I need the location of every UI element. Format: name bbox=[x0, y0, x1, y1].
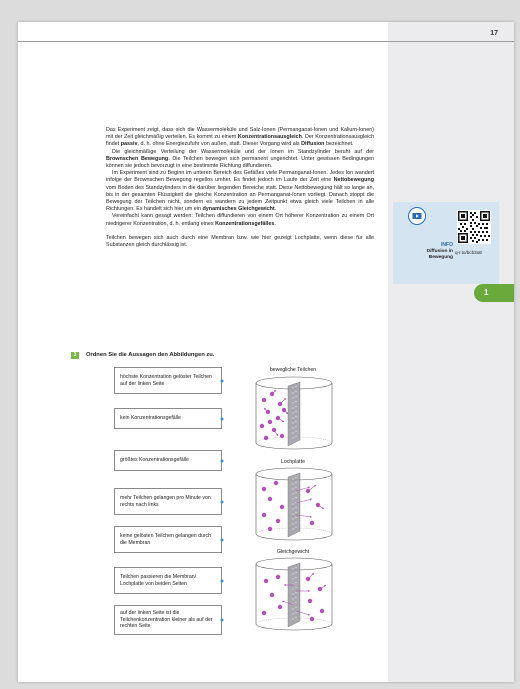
task-number: 3 bbox=[71, 352, 79, 359]
body-text bbox=[106, 127, 374, 249]
bold-term: passiv bbox=[120, 141, 138, 148]
plate-hole bbox=[292, 387, 293, 388]
video-icon[interactable] bbox=[408, 207, 426, 225]
statement-box-3[interactable] bbox=[114, 450, 222, 471]
statement-box-6[interactable] bbox=[114, 567, 222, 594]
statement-text: mehr Teilchen gelangen pro Minute von rechts nach links bbox=[120, 495, 211, 508]
plate-hole bbox=[292, 568, 293, 569]
plate-hole bbox=[295, 391, 296, 392]
plate-hole bbox=[292, 598, 293, 599]
paragraph bbox=[106, 213, 374, 227]
plate-hole bbox=[292, 503, 293, 504]
plate-hole bbox=[292, 573, 293, 574]
statement-box-7[interactable] bbox=[114, 605, 222, 635]
plate-hole bbox=[295, 592, 296, 593]
plate-hole bbox=[292, 493, 293, 494]
statement-box-5[interactable] bbox=[114, 526, 222, 553]
text-run: Teilchen bewegen sich auch durch eine Membran bzw. wie hier gezeigt Lochplatte, wenn diese für alle Substanzen gleich durchlässig ist. bbox=[106, 234, 374, 249]
connector-dot[interactable] bbox=[221, 459, 224, 462]
plate-hole bbox=[292, 528, 293, 529]
qr-short-link[interactable]: q-r.to/bcb3oE bbox=[455, 250, 483, 255]
plate-hole bbox=[292, 422, 293, 423]
statement-text: keine gelösten Teilchen gelangen durch die Membran bbox=[120, 533, 212, 546]
figure-label-1: bewegliche Teilchen bbox=[269, 367, 317, 373]
video-icon-glyph bbox=[409, 208, 425, 224]
bold-term: dynamisches Gleichgewicht bbox=[202, 206, 275, 213]
plate-hole bbox=[292, 478, 293, 479]
figure-label-2: Lochplatte bbox=[281, 459, 305, 465]
bold-term: Konzentrationsgefälles bbox=[215, 220, 275, 227]
plate-hole bbox=[292, 518, 293, 519]
statement-box-2[interactable] bbox=[114, 408, 222, 429]
figure-label-3: Gleichgewicht bbox=[276, 549, 310, 555]
plate-hole bbox=[295, 572, 296, 573]
qr-code-icon[interactable] bbox=[457, 210, 491, 244]
plate-hole bbox=[292, 397, 293, 398]
plate-hole bbox=[292, 523, 293, 524]
plate-hole bbox=[292, 437, 293, 438]
plate-hole bbox=[292, 417, 293, 418]
plate-hole bbox=[292, 513, 293, 514]
plate-hole bbox=[295, 517, 296, 518]
statement-text: größtes Konzentrationsgefälle bbox=[120, 457, 189, 464]
plate-hole bbox=[295, 386, 296, 387]
plate-hole bbox=[295, 411, 296, 412]
text-run: Im Experiment sind zu Beginn im unteren Bereich des Gefäßes viele Permanganat-Ionen. Jedes Ion wandert infolge der Brownschen Bewegung regellos umher. Es findet jedoch im Laufe der Zeit eine bbox=[106, 170, 374, 184]
plate-hole bbox=[295, 577, 296, 578]
statement-box-1[interactable] bbox=[114, 367, 222, 394]
text-run: Die gleichmäßige Verteilung der Wassermoleküle und der Ionen im Standzylinder beruht auf der bbox=[112, 148, 374, 155]
plate-hole bbox=[295, 497, 296, 498]
plate-hole bbox=[295, 492, 296, 493]
connector-dot[interactable] bbox=[221, 379, 224, 382]
text-run: vom Boden des Standzylinders in die darüber liegenden Bereiche statt. Diese Nettobewegung hält so lange an, bis in der gesamten Flüssigkeit die gleiche Konzentration an Permanganat-Ionen vorliegt. Danach stoppt die Bewegung der Teilchen nicht, sondern es wandern zu jedem Zeitpunkt etwa gleich viele Teilchen in alle Richtungen. Es handelt sich hier um ein bbox=[106, 184, 374, 213]
connector-dot[interactable] bbox=[221, 579, 224, 582]
plate-hole bbox=[292, 407, 293, 408]
plate-hole bbox=[295, 612, 296, 613]
plate-hole bbox=[295, 607, 296, 608]
paragraph bbox=[106, 235, 374, 249]
text-run: . Der Konzentrationsausgleich findet bbox=[106, 134, 375, 148]
plate-hole bbox=[292, 427, 293, 428]
plate-hole bbox=[292, 608, 293, 609]
textbook-page bbox=[18, 22, 514, 682]
plate-hole bbox=[295, 406, 296, 407]
plate-hole bbox=[292, 392, 293, 393]
paragraph bbox=[106, 170, 374, 213]
plate-hole bbox=[295, 426, 296, 427]
plate-hole bbox=[295, 431, 296, 432]
plate-hole bbox=[292, 412, 293, 413]
chapter-tab[interactable]: 1 bbox=[474, 284, 514, 302]
plate-hole bbox=[295, 582, 296, 583]
plate-hole bbox=[292, 432, 293, 433]
plate-hole bbox=[292, 578, 293, 579]
plate-hole bbox=[295, 597, 296, 598]
text-run: , d. h. ohne Energiezufuhr von außen, statt. Dieser Vorgang wird als bbox=[137, 141, 302, 148]
header-rule bbox=[18, 41, 514, 42]
figure-cylinder-2 bbox=[250, 465, 338, 543]
text-run: . bbox=[274, 220, 276, 227]
text-run: Das Experiment zeigt, dass sich die Wassermoleküle und Salz-Ionen (Permanganat-Ionen und Kalium-Ionen) mit der Zeit gleichmäßig verteilen. Es kommt zu einem bbox=[106, 127, 374, 141]
plate-hole bbox=[292, 588, 293, 589]
page-number: 17 bbox=[490, 30, 498, 37]
plate-hole bbox=[292, 618, 293, 619]
plate-hole bbox=[292, 583, 293, 584]
plate-hole bbox=[295, 401, 296, 402]
figure-cylinder-3 bbox=[250, 555, 338, 633]
statement-text: auf der linken Seite ist die Teilchenkonzentration kleiner als auf der rechten Seite bbox=[120, 610, 213, 630]
plate-hole bbox=[295, 522, 296, 523]
plate-hole bbox=[292, 488, 293, 489]
bold-term: Konzentrationsausgleich bbox=[237, 134, 302, 141]
bold-term: Nettobewegung bbox=[333, 177, 374, 184]
plate-hole bbox=[295, 587, 296, 588]
plate-hole bbox=[295, 507, 296, 508]
plate-hole bbox=[295, 396, 296, 397]
connector-dot[interactable] bbox=[221, 619, 224, 622]
connector-dot[interactable] bbox=[221, 538, 224, 541]
plate-hole bbox=[292, 483, 293, 484]
paragraph bbox=[106, 127, 374, 149]
plate-hole bbox=[292, 593, 293, 594]
margin-column bbox=[388, 22, 514, 682]
plate-hole bbox=[292, 508, 293, 509]
plate-hole bbox=[295, 416, 296, 417]
task-text: Ordnen Sie die Aussagen den Abbildungen zu. bbox=[86, 352, 215, 358]
statement-text: kein Konzentrationsgefälle bbox=[120, 415, 181, 422]
statement-box-4[interactable] bbox=[114, 488, 222, 515]
plate-hole bbox=[295, 436, 296, 437]
info-box[interactable] bbox=[393, 202, 499, 284]
plate-hole bbox=[292, 402, 293, 403]
bold-term: Brownschen Bewegung bbox=[106, 155, 169, 162]
text-run: . Die Teilchen bewegen sich permanent ungerichtet. Unter gewissen Bedingungen können sie jedoch bevorzugt in eine bestimmte Richtung diffundieren. bbox=[106, 155, 374, 170]
statement-text: höchste Konzentration gelöster Teilchen auf der linken Seite bbox=[120, 374, 212, 387]
plate-hole bbox=[295, 482, 296, 483]
plate-hole bbox=[292, 498, 293, 499]
plate-hole bbox=[295, 567, 296, 568]
info-label: INFO bbox=[441, 242, 453, 248]
plate-hole bbox=[295, 617, 296, 618]
plate-hole bbox=[295, 477, 296, 478]
plate-hole bbox=[295, 602, 296, 603]
bold-term: Diffusion bbox=[301, 141, 325, 148]
plate-hole bbox=[295, 527, 296, 528]
statement-text: Teilchen passieren die Membran/ Lochplatte von beiden Seiten bbox=[120, 574, 197, 587]
info-title: Diffusion in Bewegung bbox=[426, 249, 453, 260]
plate-hole bbox=[295, 421, 296, 422]
plate-hole bbox=[295, 487, 296, 488]
plate-hole bbox=[295, 512, 296, 513]
plate-hole bbox=[292, 613, 293, 614]
connector-dot[interactable] bbox=[221, 500, 224, 503]
figure-cylinder-1 bbox=[250, 374, 338, 452]
connector-dot[interactable] bbox=[221, 417, 224, 420]
text-run: . bbox=[274, 206, 277, 213]
paragraph bbox=[106, 149, 374, 171]
text-run: Vereinfacht kann gesagt werden: Teilchen diffundieren von einem Ort höherer Konzentration zu einem Ort niedrigerer Konzentration, d. h. entlang eines bbox=[106, 213, 374, 227]
text-run: bezeichnet. bbox=[324, 141, 354, 148]
